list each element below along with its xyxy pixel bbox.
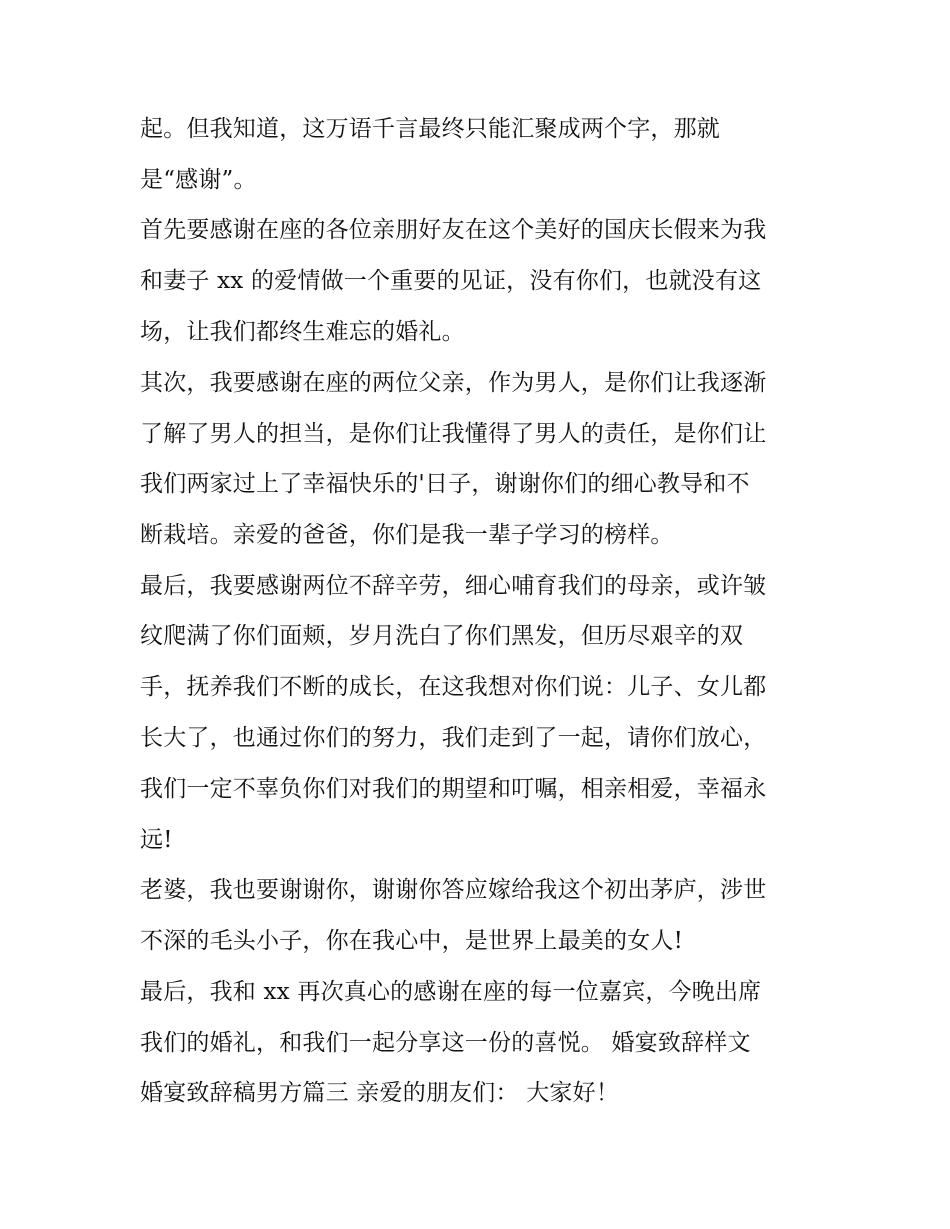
text-line: 远!: [140, 827, 173, 853]
text-line: 起。但我知道，这万语千言最终只能汇聚成两个字，那就: [140, 116, 720, 142]
text-line: 场，让我们都终生难忘的婚礼。: [140, 319, 465, 345]
text-line: 手，抚养我们不断的成长，在这我想对你们说：儿子、女儿都: [140, 674, 767, 700]
text-line: 我们一定不辜负你们对我们的期望和叮嘱，相亲相爱，幸福永: [140, 776, 767, 802]
text-line: 纹爬满了你们面颊，岁月洗白了你们黑发，但历尽艰辛的双: [140, 623, 744, 649]
text-line: 我们的婚礼，和我们一起分享这一份的喜悦。 婚宴致辞样文: [140, 1030, 751, 1056]
text-line: 了解了男人的担当，是你们让我懂得了男人的责任，是你们让: [140, 421, 767, 447]
text-line: 不深的毛头小子，你在我心中，是世界上最美的女人!: [140, 928, 684, 954]
text-line: 最后，我要感谢两位不辞辛劳，细心哺育我们的母亲，或许皱: [140, 573, 767, 599]
text-line: 长大了，也通过你们的努力，我们走到了一起，请你们放心，: [140, 725, 767, 751]
text-line: 婚宴致辞稿男方篇三 亲爱的朋友们： 大家好！: [140, 1080, 620, 1106]
text-line: 首先要感谢在座的各位亲朋好友在这个美好的国庆长假来为我: [140, 217, 767, 243]
text-line: 老婆，我也要谢谢你，谢谢你答应嫁给我这个初出茅庐，涉世: [140, 877, 767, 903]
text-line: 我们两家过上了幸福快乐的'日子，谢谢你们的细心教导和不: [140, 471, 750, 497]
text-line: 断栽培。亲爱的爸爸，你们是我一辈子学习的榜样。: [140, 522, 674, 548]
text-line: 是“感谢”。: [140, 167, 257, 193]
text-line: 最后，我和 xx 再次真心的感谢在座的每一位嘉宾，今晚出席: [140, 979, 762, 1005]
text-line: 和妻子 xx 的爱情做一个重要的见证，没有你们，也就没有这: [140, 268, 762, 294]
text-line: 其次，我要感谢在座的两位父亲，作为男人，是你们让我逐渐: [140, 370, 767, 396]
